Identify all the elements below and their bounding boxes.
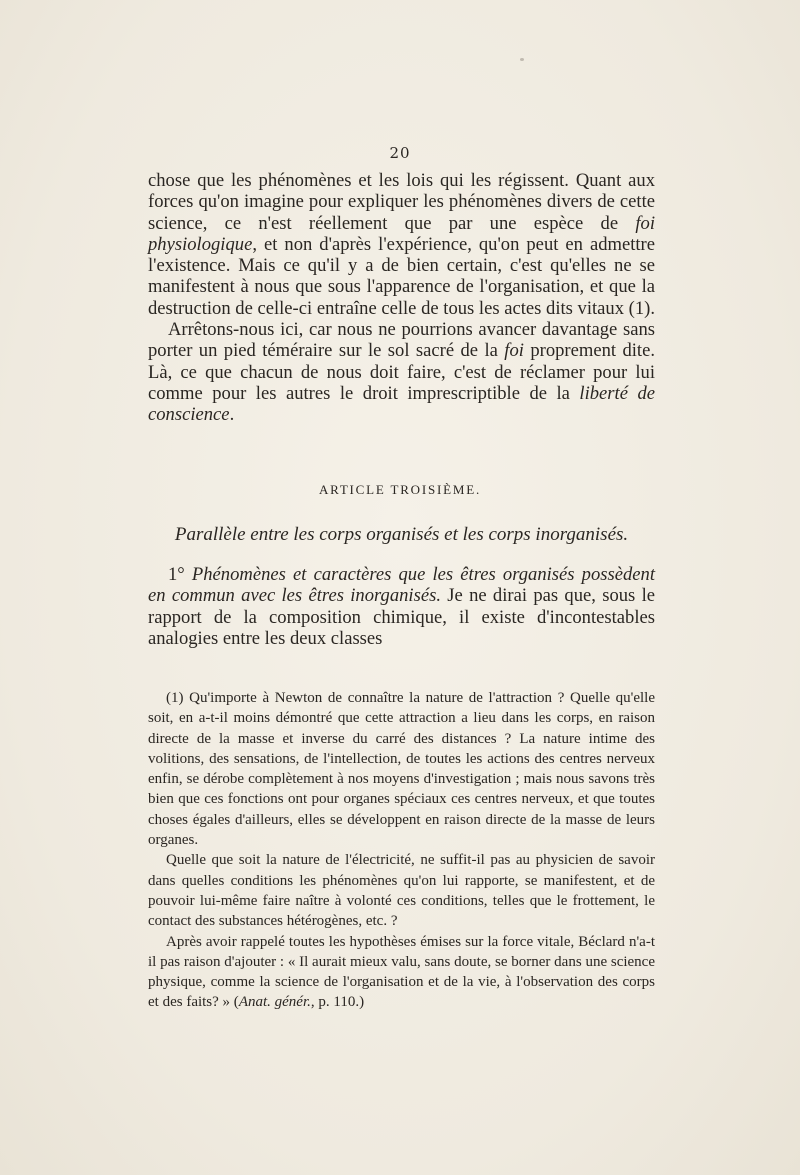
paragraph-text: Arrêtons-nous ici, car nous ne pourrions avancer davantage sans porter un pied téméraire sur le sol sacré de la <box>148 319 655 362</box>
footnotes <box>148 688 655 1013</box>
paragraph-text: , et non d'après l'expérience, qu'on peut en admettre l'existence. Mais ce qu'il y a de bien certain, c'est qu'elles ne se manifestent à nous que sous l'apparence de l'organisation, et que la destruction de celle-ci entraîne celle de tous les actes dits vitaux (1). <box>148 233 655 319</box>
paragraph <box>148 170 655 319</box>
main-text-top <box>148 170 655 426</box>
main-text-bottom <box>148 564 655 649</box>
footnote <box>148 932 655 1013</box>
page-number: 20 <box>389 144 411 162</box>
paper-speck <box>520 58 524 61</box>
footnote-text: (1) Qu'importe à Newton de connaître la nature de l'attraction ? Quelle qu'elle soit, en a-t-il moins démontré que cette attraction a lieu dans les corps, en raison directe de la masse et inverse du carré des distances ? La nature intime des volitions, des sensations, de l'intellection, de toutes les actions des centres nerveux enfin, se dérobe complètement à nos moyens d'investigation ; mais nous savons très bien que ces fonctions ont pour organes spéciaux ces centres nerveux, et que toutes choses égales d'ailleurs, elles se développent en raison directe de la masse de leurs organes. <box>148 690 655 849</box>
footnote-text: Après avoir rappelé toutes les hypothèses émises sur la force vitale, Béclard n'a-t il pas raison d'ajouter : « Il aurait mieux valu, sans doute, se borner dans une science physique, comme la science de l'organisation et de la vie, à l'observation des corps et des faits? » ( <box>148 933 655 1011</box>
item-number: 1° <box>168 564 185 585</box>
italic-phrase: foi physiologique <box>148 212 655 255</box>
italic-phrase: foi <box>504 340 524 362</box>
paragraph <box>148 319 655 425</box>
article-heading: ARTICLE TROISIÈME. <box>318 482 482 497</box>
paragraph-text: proprement dite. Là, ce que chacun de nous doit faire, c'est de réclamer pour lui comme pour les autres le droit imprescriptible de la <box>148 340 655 404</box>
paragraph <box>148 564 655 649</box>
italic-reference: Anat. génér. <box>238 994 311 1011</box>
italic-phrase: liberté de conscience <box>148 382 656 426</box>
footnote <box>148 688 655 850</box>
paragraph-text: Je ne dirai pas que, sous le rapport de la composition chimique, il existe d'incontestables analogies entre les deux classes <box>148 585 655 649</box>
paragraph-text: . <box>229 404 235 426</box>
footnote: Quelle que soit la nature de l'électricité, ne suffit-il pas au physicien de savoir dans quelles conditions les phénomènes qu'on lui rapporte, se manifestent, et de pouvoir lui-même faire naître à volonté ces conditions, telles que le frottement, le contact des substances hétérogènes, etc. ? <box>148 852 655 930</box>
paragraph-text: chose que les phénomènes et les lois qui les régissent. Quant aux forces qu'on imagine pour expliquer les phénomènes divers de cette science, ce n'est réellement que par une espèce de <box>148 170 655 234</box>
italic-heading: Phénomènes et caractères que les êtres organisés possèdent en commun avec les êtres inorganisés. <box>148 564 655 607</box>
section-title: Parallèle entre les corps organisés et les corps inorganisés. <box>174 524 629 545</box>
footnote-text: , p. 110.) <box>310 994 365 1011</box>
